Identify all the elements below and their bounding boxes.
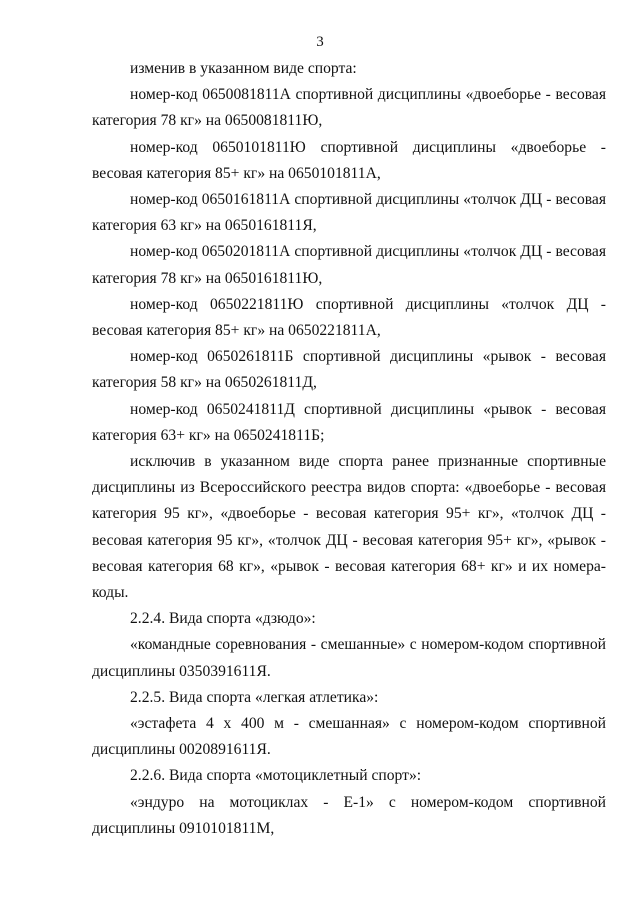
paragraph-code-change: номер-код 0650081811А спортивной дисциплины «двоеборье - весовая категория 78 кг» на 0650081811Ю, [92,86,606,130]
section-heading-athletics: 2.2.5. Вида спорта «легкая атлетика»: [130,688,379,706]
section-heading-motorcycle: 2.2.6. Вида спорта «мотоциклетный спорт»: [130,767,422,785]
paragraph-intro: изменив в указанном виде спорта: [130,60,357,77]
paragraph-code-change: номер-код 0650201811А спортивной дисциплины «толчок ДЦ - весовая категория 78 кг» на 0650161811Ю, [92,243,606,287]
page-number: 3 [316,34,324,50]
paragraph-judo-discipline: «командные соревнования - смешанные» с номером-кодом спортивной дисциплины 0350391611Я. [92,636,606,680]
section-heading-judo: 2.2.4. Вида спорта «дзюдо»: [130,610,316,628]
paragraph-code-change: номер-код 0650261811Б спортивной дисциплины «рывок - весовая категория 58 кг» на 0650261811Д, [92,348,606,392]
paragraph-exclusion: исключив в указанном виде спорта ранее признанные спортивные дисциплины из Всероссийского реестра видов спорта: «двоеборье - весовая категория 95 кг», «двоеборье - весовая категория 95+ кг», «толчок ДЦ - весовая категория 95 кг», «толчок ДЦ - весовая категория 95+ кг», «рывок - весовая категория 68 кг», «рывок - весовая категория 68+ кг» и их номера-коды. [92,453,606,602]
paragraph-code-change: номер-код 0650241811Д спортивной дисциплины «рывок - весовая категория 63+ кг» на 0650241811Б; [92,400,606,444]
paragraph-athletics-discipline: «эстафета 4 х 400 м - смешанная» с номером-кодом спортивной дисциплины 0020891611Я. [92,715,606,759]
paragraph-motorcycle-discipline: «эндуро на мотоциклах - Е-1» с номером-кодом спортивной дисциплины 0910101811М, [92,793,606,837]
document-body [92,56,606,842]
paragraph-code-change: номер-код 0650161811А спортивной дисциплины «толчок ДЦ - весовая категория 63 кг» на 0650161811Я, [92,191,606,235]
paragraph-code-change: номер-код 0650221811Ю спортивной дисциплины «толчок ДЦ - весовая категория 85+ кг» на 0650221811А, [92,295,606,340]
paragraph-code-change: номер-код 0650101811Ю спортивной дисциплины «двоеборье - весовая категория 85+ кг» на 0650101811А, [92,138,606,182]
